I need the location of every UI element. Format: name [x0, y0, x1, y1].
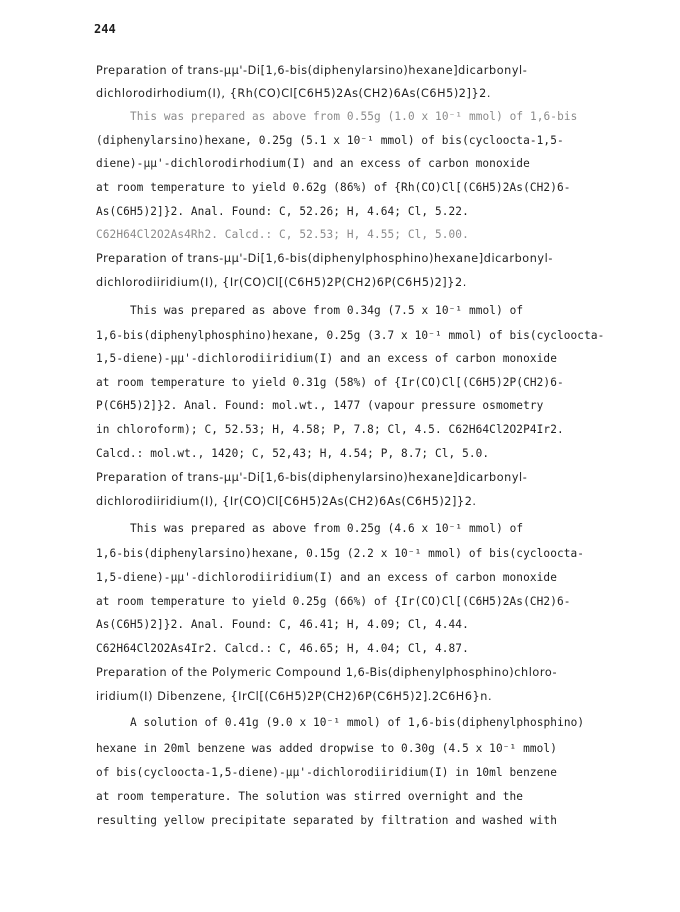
section-4-body-line-5: resulting yellow precipitate separated by filtration and washed with — [96, 814, 557, 827]
section-3-body-line-4: at room temperature to yield 0.25g (66%) of {Ir(CO)Cl[(C6H5)2As(CH2)6- — [96, 595, 571, 608]
section-1-body-line-1: This was prepared as above from 0.55g (1.0 x 10⁻¹ mmol) of 1,6-bis — [130, 110, 578, 123]
section-1-body-line-5: As(C6H5)2]}2. Anal. Found: C, 52.26; H, 4.64; Cl, 5.22. — [96, 205, 469, 218]
section-4-body-line-3: of bis(cycloocta-1,5-diene)-μμ'-dichlorodiiridium(I) in 10ml benzene — [96, 766, 557, 779]
section-4-heading-line-2: iridium(I) Dibenzene, {IrCl[(C6H5)2P(CH2)6P(C6H5)2].2C6H6}n. — [96, 690, 493, 703]
section-1-body-line-6: C62H64Cl2O2As4Rh2. Calcd.: C, 52.53; H, 4.55; Cl, 5.00. — [96, 228, 469, 241]
page-number: 244 — [94, 22, 116, 36]
section-3-body-line-1: This was prepared as above from 0.25g (4.6 x 10⁻¹ mmol) of — [130, 522, 524, 535]
section-4-body-line-2: hexane in 20ml benzene was added dropwise to 0.30g (4.5 x 10⁻¹ mmol) — [96, 742, 557, 755]
section-2-body-line-1: This was prepared as above from 0.34g (7.5 x 10⁻¹ mmol) of — [130, 304, 524, 317]
section-1-heading-line-2: dichlorodirhodium(I), {Rh(CO)Cl[C6H5)2As(CH2)6As(C6H5)2]}2. — [96, 87, 492, 100]
section-3-body-line-6: C62H64Cl2O2As4Ir2. Calcd.: C, 46.65; H, 4.04; Cl, 4.87. — [96, 642, 469, 655]
section-4-heading-line-1: Preparation of the Polymeric Compound 1,6-Bis(diphenylphosphino)chloro- — [96, 666, 558, 679]
section-3-body-line-2: 1,6-bis(diphenylarsino)hexane, 0.15g (2.2 x 10⁻¹ mmol) of bis(cycloocta- — [96, 547, 585, 560]
section-2-body-line-2: 1,6-bis(diphenylphosphino)hexane, 0.25g (3.7 x 10⁻¹ mmol) of bis(cycloocta- — [96, 329, 605, 342]
section-2-body-line-5: P(C6H5)2]}2. Anal. Found: mol.wt., 1477 (vapour pressure osmometry — [96, 399, 544, 412]
section-3-body-line-3: 1,5-diene)-μμ'-dichlorodiiridium(I) and an excess of carbon monoxide — [96, 571, 557, 584]
section-4-body-line-1: A solution of 0.41g (9.0 x 10⁻¹ mmol) of 1,6-bis(diphenylphosphino) — [130, 716, 585, 729]
section-1-body-line-3: diene)-μμ'-dichlorodirhodium(I) and an excess of carbon monoxide — [96, 157, 530, 170]
section-3-heading-line-1: Preparation of trans-μμ'-Di[1,6-bis(diphenylarsino)hexane]dicarbonyl- — [96, 471, 528, 484]
section-2-body-line-3: 1,5-diene)-μμ'-dichlorodiiridium(I) and an excess of carbon monoxide — [96, 352, 557, 365]
section-1-body-line-4: at room temperature to yield 0.62g (86%) of {Rh(CO)Cl[(C6H5)2As(CH2)6- — [96, 181, 571, 194]
section-1-body-line-2: (diphenylarsino)hexane, 0.25g (5.1 x 10⁻¹ mmol) of bis(cycloocta-1,5- — [96, 134, 564, 147]
section-2-heading-line-2: dichlorodiiridium(I), {Ir(CO)Cl[(C6H5)2P(CH2)6P(C6H5)2]}2. — [96, 276, 467, 289]
section-4-body-line-4: at room temperature. The solution was stirred overnight and the — [96, 790, 524, 803]
section-2-heading-line-1: Preparation of trans-μμ'-Di[1,6-bis(diphenylphosphino)hexane]dicarbonyl- — [96, 252, 553, 265]
section-3-heading-line-2: dichlorodiiridium(I), {Ir(CO)Cl[C6H5)2As(CH2)6As(C6H5)2]}2. — [96, 495, 477, 508]
section-2-body-line-6: in chloroform); C, 52.53; H, 4.58; P, 7.8; Cl, 4.5. C62H64Cl2O2P4Ir2. — [96, 423, 564, 436]
section-1-heading-line-1: Preparation of trans-μμ'-Di[1,6-bis(diphenylarsino)hexane]dicarbonyl- — [96, 64, 528, 77]
section-3-body-line-5: As(C6H5)2]}2. Anal. Found: C, 46.41; H, 4.09; Cl, 4.44. — [96, 618, 469, 631]
section-2-body-line-7: Calcd.: mol.wt., 1420; C, 52,43; H, 4.54; P, 8.7; Cl, 5.0. — [96, 447, 490, 460]
section-2-body-line-4: at room temperature to yield 0.31g (58%) of {Ir(CO)Cl[(C6H5)2P(CH2)6- — [96, 376, 564, 389]
